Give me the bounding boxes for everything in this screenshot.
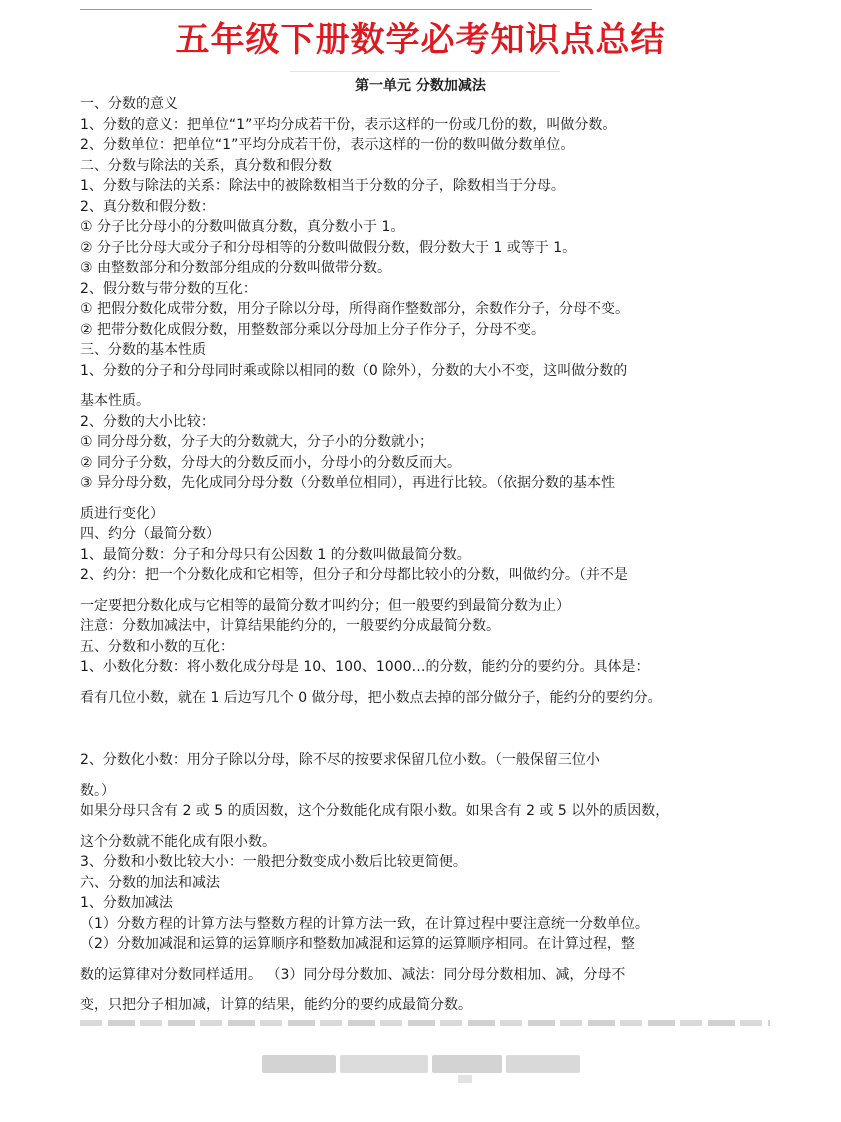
text-line: 2、分数化小数：用分子除以分母，除不尽的按要求保留几位小数。（一般保留三位小 <box>80 752 600 768</box>
text-line: 1、分数与除法的关系：除法中的被除数相当于分数的分子，除数相当于分母。 <box>80 178 565 194</box>
text-line: 数的运算律对分数同样适用。 （3）同分母分数加、减法：同分母分数相加、减，分母不 <box>80 966 626 983</box>
blurred-watermark <box>262 1055 580 1073</box>
text-line: ② 分子比分母大或分子和分母相等的分数叫做假分数，假分数大于 1 或等于 1。 <box>80 239 577 256</box>
text-line: 基本性质。 <box>80 393 150 409</box>
section-heading: 二、分数与除法的关系，真分数和假分数 <box>80 157 332 174</box>
text-line: ① 同分母分数，分子大的分数就大，分子小的分数就小； <box>80 434 433 450</box>
text-line: ③ 由整数部分和分数部分组成的分数叫做带分数。 <box>80 260 391 276</box>
text-line: （1）分数方程的计算方法与整数方程的计算方法一致，在计算过程中要注意统一分数单位。 <box>80 915 649 932</box>
blurred-watermark-mark <box>458 1075 472 1083</box>
section-heading: 三、分数的基本性质 <box>80 342 206 358</box>
truncated-text-line <box>80 1020 770 1026</box>
blank-space <box>80 708 780 750</box>
section-heading: 一、分数的意义 <box>80 96 178 112</box>
text-line: 1、小数化分数：将小数化成分母是 10、100、1000…的分数，能约分的要约分。具体是： <box>80 659 650 675</box>
text-line: ② 把带分数化成假分数，用整数部分乘以分母加上分子作分子，分母不变。 <box>80 321 545 338</box>
text-line: 1、分数的意义：把单位“1”平均分成若干份，表示这样的一份或几份的数，叫做分数。 <box>80 116 617 133</box>
text-line: 数。） <box>80 782 115 799</box>
section-heading: 五、分数和小数的互化： <box>80 638 234 655</box>
text-line: 1、分数加减法 <box>80 895 173 911</box>
text-line: 质进行变化） <box>80 505 164 522</box>
text-line: 变，只把分子相加减，计算的结果，能约分的要约成最简分数。 <box>80 997 472 1013</box>
title-divider <box>290 71 560 72</box>
top-divider <box>80 9 592 10</box>
text-line: ② 同分子分数，分母大的分数反而小，分母小的分数反而大。 <box>80 454 461 471</box>
text-line: 1、分数的分子和分母同时乘或除以相同的数（0 除外），分数的大小不变，这叫做分数的 <box>80 362 628 379</box>
text-line: 2、假分数与带分数的互化： <box>80 280 257 297</box>
text-line: （2）分数加减混和运算的运算顺序和整数加减混和运算的运算顺序相同。在计算过程，整 <box>80 936 635 952</box>
text-line: 2、约分：把一个分数化成和它相等，但分子和分母都比较小的分数，叫做约分。（并不是 <box>80 567 628 583</box>
text-line: 2、分数单位：把单位“1”平均分成若干份，表示这样的一份的数叫做分数单位。 <box>80 137 575 153</box>
text-line: 2、真分数和假分数： <box>80 198 215 215</box>
text-line: 2、分数的大小比较： <box>80 413 215 430</box>
document-body <box>80 94 780 1016</box>
unit-title: 第一单元 分数加减法 <box>355 78 486 94</box>
text-line: 看有几位小数，就在 1 后边写几个 0 做分母，把小数点去掉的部分做分子，能约分的要约分。 <box>80 689 662 706</box>
text-line: 一定要把分数化成与它相等的最简分数才叫约分；但一般要约到最简分数为止） <box>80 597 570 614</box>
document-title: 五年级下册数学必考知识点总结 <box>175 20 666 60</box>
section-heading: 六、分数的加法和减法 <box>80 874 220 891</box>
text-line: 如果分母只含有 2 或 5 的质因数，这个分数能化成有限小数。如果含有 2 或 5 以外的质因数， <box>80 803 670 819</box>
text-line: ③ 异分母分数，先化成同分母分数（分数单位相同），再进行比较。（依据分数的基本性 <box>80 475 615 491</box>
text-line: ① 分子比分母小的分数叫做真分数，真分数小于 1。 <box>80 219 405 235</box>
text-line: ① 把假分数化成带分数，用分子除以分母，所得商作整数部分，余数作分子，分母不变。 <box>80 301 629 317</box>
text-line: 这个分数就不能化成有限小数。 <box>80 833 276 850</box>
text-line: 1、最简分数：分子和分母只有公因数 1 的分数叫做最简分数。 <box>80 546 471 563</box>
text-line: 3、分数和小数比较大小：一般把分数变成小数后比较更简便。 <box>80 854 467 870</box>
section-heading: 四、约分（最简分数） <box>80 526 220 542</box>
text-line: 注意：分数加减法中，计算结果能约分的，一般要约分成最简分数。 <box>80 618 500 634</box>
